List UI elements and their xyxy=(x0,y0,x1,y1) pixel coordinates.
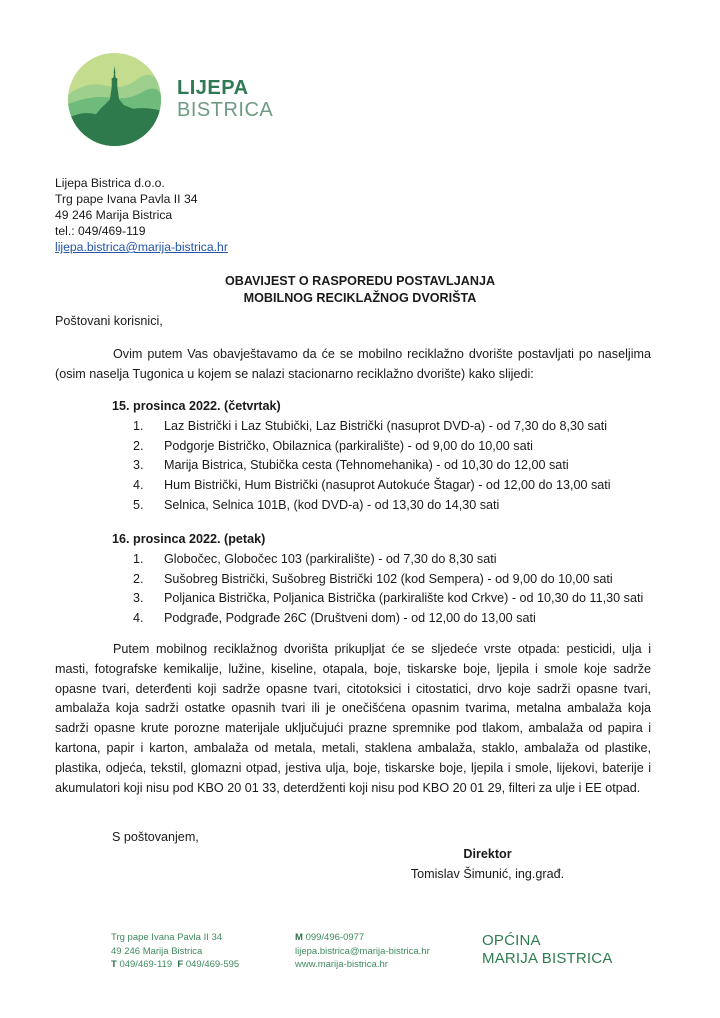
brand-wordmark xyxy=(177,77,273,121)
item-text: Sušobreg Bistrički, Sušobreg Bistrički 102 (kod Sempera) - od 9,00 do 10,00 sati xyxy=(164,571,613,586)
list-item xyxy=(112,550,643,570)
title-line2: MOBILNOG RECIKLAŽNOG DVORIŠTA xyxy=(243,291,477,305)
list-item xyxy=(112,496,611,516)
footer-website[interactable]: www.marija-bistrica.hr xyxy=(295,959,388,970)
list-item xyxy=(112,570,643,590)
item-number: 3. xyxy=(133,591,144,606)
schedule-day-2 xyxy=(112,530,643,629)
closing-salutation: S poštovanjem, xyxy=(112,830,199,844)
item-text: Selnica, Selnica 101B, (kod DVD-a) - od 13,30 do 14,30 sati xyxy=(164,497,500,512)
footer-address-line1: Trg pape Ivana Pavla II 34 xyxy=(111,932,223,943)
footer-address-line2: 49 246 Marija Bistrica xyxy=(111,945,203,957)
brand-line2: BISTRICA xyxy=(177,99,274,121)
municipality-line2: MARIJA BISTRICA xyxy=(482,950,613,967)
footer-contact xyxy=(295,931,430,972)
item-number: 4. xyxy=(133,478,144,493)
item-text: Poljanica Bistrička, Poljanica Bistrička (parkiralište kod Crkve) - od 10,30 do 11,30 sati xyxy=(164,591,644,606)
waste-types-paragraph: Putem mobilnog reciklažnog dvorišta prikupljat će se sljedeće vrste otpada: pesticidi, ulja i masti, fotografske kemikalije, lužine, kiseline, otapala, boje, tiskarske boje, ljepila i smole koje sadrže opasne tvari, deterđenti koji sadrže opasne tvari, citotoksici i citostatici, drvo koje sadrži opasne tvari, ambalaža koja sadrži ostatke opasnih tvari ili je onečišćena opasnim tvarima, metalna ambalaža koja sadrži opasne krute porozne materijale uključujući prazne spremnike pod tlakom, ambalaža od papira i kartona, papir i karton, ambalaža od metala, metali, staklena ambalaža, staklo, ambalaža od plastike, plastika, odjeća, tekstil, glomazni otpad, jestiva ulja, boje, tiskarske boje, ljepila i smole, lijekovi, baterije i akumulatori koji nisu pod KBO 20 01 33, deterdženti koji nisu pod KBO 20 01 29, filteri za ulje i EE otpad. xyxy=(55,642,651,795)
item-text: Marija Bistrica, Stubička cesta (Tehnomehanika) - od 10,30 do 12,00 sati xyxy=(164,458,569,473)
fax-label: F xyxy=(177,959,184,970)
footer-fax: 049/469-595 xyxy=(185,959,240,970)
list-item xyxy=(112,437,611,457)
item-text: Podgorje Bistričko, Obilaznica (parkiralište) - od 9,00 do 10,00 sati xyxy=(164,438,533,453)
day-heading: 16. prosinca 2022. (petak) xyxy=(112,532,266,546)
item-number: 2. xyxy=(133,438,144,453)
item-number: 1. xyxy=(133,418,144,433)
phone-label: T xyxy=(111,959,117,970)
item-number: 4. xyxy=(133,611,144,626)
list-item xyxy=(112,417,611,437)
title-line1: OBAVIJEST O RASPOREDU POSTAVLJANJA xyxy=(224,274,496,288)
item-text: Hum Bistrički, Hum Bistrički (nasuprot Autokuće Štagar) - od 12,00 do 13,00 sati xyxy=(164,478,611,493)
schedule-day-1 xyxy=(112,397,611,516)
lijepa-bistrica-logo-icon xyxy=(68,53,161,146)
brand-line1: LIJEPA xyxy=(177,77,249,99)
intro-paragraph: Ovim putem Vas obavještavamo da će se mobilno reciklažno dvorište postavljati po naseljima (osim naselja Tugonica u kojem se nalazi stacionarno reciklažno dvorište) kako slijedi: xyxy=(55,347,651,381)
signature-block xyxy=(400,845,575,885)
item-number: 2. xyxy=(133,571,144,586)
municipality-line1: OPĆINA xyxy=(482,932,541,949)
list-item xyxy=(112,589,643,609)
item-number: 5. xyxy=(133,497,144,512)
footer-mobile: 099/496-0977 xyxy=(305,932,365,943)
sender-phone: tel.: 049/469-119 xyxy=(55,224,146,238)
sender-block xyxy=(55,175,228,255)
location-list xyxy=(112,417,611,516)
list-item xyxy=(112,609,643,629)
list-item xyxy=(112,476,611,496)
location-list xyxy=(112,550,643,629)
footer-address xyxy=(111,931,239,972)
municipality-wordmark xyxy=(482,932,613,968)
item-text: Podgrađe, Podgrađe 26C (Društveni dom) - od 12,00 do 13,00 sati xyxy=(164,611,536,626)
document-title xyxy=(0,273,720,307)
footer-phone: 049/469-119 xyxy=(119,959,173,970)
footer-email[interactable]: lijepa.bistrica@marija-bistrica.hr xyxy=(295,945,430,957)
greeting: Poštovani korisnici, xyxy=(55,314,163,328)
sender-street: Trg pape Ivana Pavla II 34 xyxy=(55,192,198,206)
mobile-label: M xyxy=(295,932,303,943)
signature-name: Tomislav Šimunić, ing.građ. xyxy=(410,866,565,881)
sender-company: Lijepa Bistrica d.o.o. xyxy=(55,176,165,190)
list-item xyxy=(112,456,611,476)
day-heading: 15. prosinca 2022. (četvrtak) xyxy=(112,399,281,413)
item-text: Laz Bistrički i Laz Stubički, Laz Bistrički (nasuprot DVD-a) - od 7,30 do 8,30 sati xyxy=(164,418,608,433)
item-text: Globočec, Globočec 103 (parkiralište) - od 7,30 do 8,30 sati xyxy=(164,551,497,566)
sender-city: 49 246 Marija Bistrica xyxy=(55,208,173,222)
item-number: 3. xyxy=(133,458,144,473)
signature-role: Direktor xyxy=(463,847,512,861)
footer-phone-fax xyxy=(111,958,239,972)
item-number: 1. xyxy=(133,551,144,566)
footer-mobile-line xyxy=(295,931,430,945)
sender-email-link[interactable]: lijepa.bistrica@marija-bistrica.hr xyxy=(55,240,228,254)
